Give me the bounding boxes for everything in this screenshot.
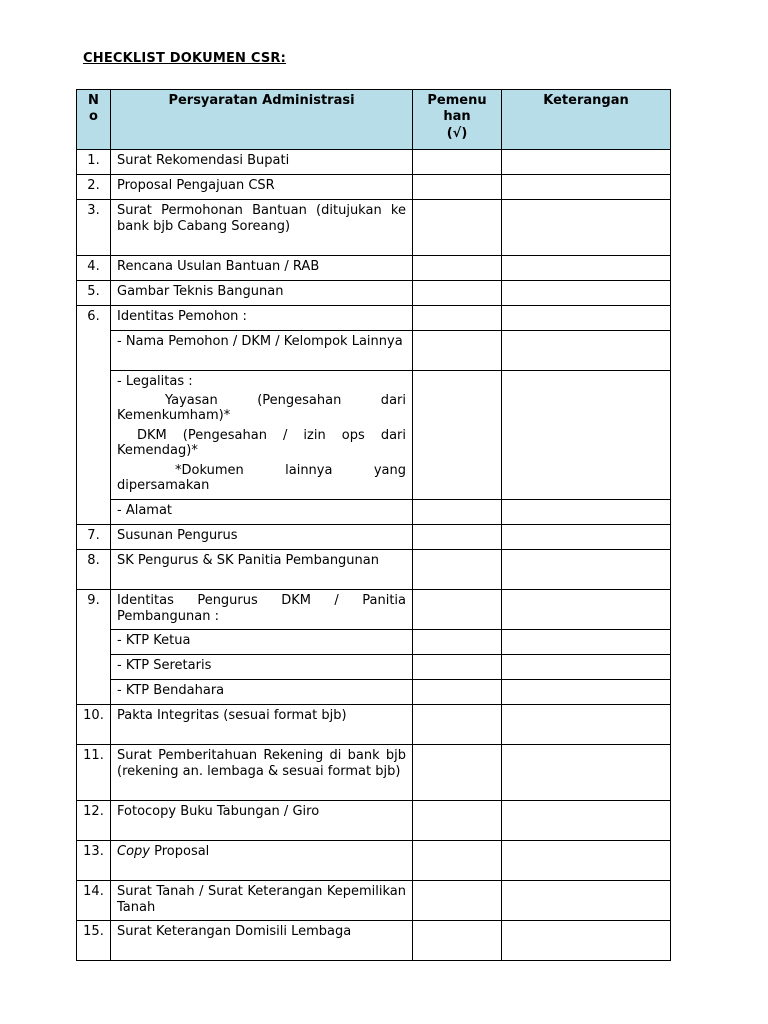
document-title: CHECKLIST DOKUMEN CSR: [83,51,287,66]
row-requirement: Gambar Teknis Bangunan [111,281,413,306]
row-requirement: - KTP Ketua [111,630,413,655]
legalitas-heading: - Legalitas : [117,374,193,389]
notes-cell[interactable] [502,590,671,630]
row-requirement: - Alamat [111,500,413,525]
row-number: 11. [77,745,111,801]
table-row [77,801,671,841]
row-requirement: Identitas Pemohon : [111,306,413,331]
row-requirement: Surat Tanah / Surat Keterangan Kepemilikan Tanah [111,881,413,921]
row-number: 12. [77,801,111,841]
fulfillment-cell[interactable] [413,306,502,331]
row-requirement: Proposal Pengajuan CSR [111,175,413,200]
row-number: 13. [77,841,111,881]
row-requirement: - KTP Seretaris [111,655,413,680]
row-requirement: Susunan Pengurus [111,525,413,550]
copy-italic-word: Copy [117,844,150,859]
header-fulfillment-line1: Pemenu [427,93,487,108]
table-row [77,200,671,256]
row-number: 9. [77,590,111,705]
header-no [77,90,111,150]
table-row [77,331,671,371]
fulfillment-cell[interactable] [413,655,502,680]
row-requirement-legalitas [111,371,413,500]
fulfillment-cell[interactable] [413,525,502,550]
fulfillment-cell[interactable] [413,841,502,881]
fulfillment-cell[interactable] [413,331,502,371]
header-notes: Keterangan [502,90,671,150]
fulfillment-cell[interactable] [413,680,502,705]
legalitas-item: DKM (Pengesahan / izin ops dari Kemendag)* [117,427,406,458]
table-row [77,680,671,705]
notes-cell[interactable] [502,281,671,306]
notes-cell[interactable] [502,801,671,841]
row-number: 1. [77,150,111,175]
row-requirement: - KTP Bendahara [111,680,413,705]
fulfillment-cell[interactable] [413,500,502,525]
table-row [77,150,671,175]
row-requirement: Fotocopy Buku Tabungan / Giro [111,801,413,841]
legalitas-item: Yayasan (Pengesahan dari Kemenkumham)* [117,392,406,423]
notes-cell[interactable] [502,150,671,175]
table-row [77,306,671,331]
notes-cell[interactable] [502,705,671,745]
fulfillment-cell[interactable] [413,705,502,745]
notes-cell[interactable] [502,745,671,801]
table-row [77,655,671,680]
fulfillment-cell[interactable] [413,371,502,500]
notes-cell[interactable] [502,331,671,371]
fulfillment-cell[interactable] [413,550,502,590]
row-requirement: SK Pengurus & SK Panitia Pembangunan [111,550,413,590]
notes-cell[interactable] [502,881,671,921]
header-fulfillment-mark: (√) [446,126,468,141]
notes-cell[interactable] [502,500,671,525]
row-number: 8. [77,550,111,590]
table-row [77,256,671,281]
table-row [77,500,671,525]
notes-cell[interactable] [502,256,671,281]
table-row [77,525,671,550]
table-row [77,371,671,500]
table-row [77,841,671,881]
fulfillment-cell[interactable] [413,590,502,630]
fulfillment-cell[interactable] [413,175,502,200]
fulfillment-cell[interactable] [413,921,502,961]
fulfillment-cell[interactable] [413,200,502,256]
fulfillment-cell[interactable] [413,801,502,841]
row-requirement: Surat Pemberitahuan Rekening di bank bjb (rekening an. lembaga & sesuai format bjb) [111,745,413,801]
row-requirement-text: Proposal [149,844,210,859]
table-row [77,630,671,655]
row-number: 14. [77,881,111,921]
header-requirement: Persyaratan Administrasi [111,90,413,150]
fulfillment-cell[interactable] [413,256,502,281]
row-number: 7. [77,525,111,550]
fulfillment-cell[interactable] [413,281,502,306]
row-number: 15. [77,921,111,961]
fulfillment-cell[interactable] [413,150,502,175]
notes-cell[interactable] [502,200,671,256]
notes-cell[interactable] [502,655,671,680]
header-no-label: No [88,93,99,124]
row-requirement: Surat Keterangan Domisili Lembaga [111,921,413,961]
row-requirement: Identitas Pengurus DKM / Panitia Pembangunan : [111,590,413,630]
notes-cell[interactable] [502,175,671,200]
row-requirement [111,841,413,881]
row-requirement: Surat Permohonan Bantuan (ditujukan ke bank bjb Cabang Soreang) [111,200,413,256]
fulfillment-cell[interactable] [413,630,502,655]
notes-cell[interactable] [502,550,671,590]
table-row [77,175,671,200]
fulfillment-cell[interactable] [413,881,502,921]
header-fulfillment-line2: han [443,108,471,124]
notes-cell[interactable] [502,921,671,961]
legalitas-item: *Dokumen lainnya yang dipersamakan [117,462,406,493]
notes-cell[interactable] [502,841,671,881]
row-requirement: Pakta Integritas (sesuai format bjb) [111,705,413,745]
fulfillment-cell[interactable] [413,745,502,801]
table-row [77,550,671,590]
header-fulfillment [413,90,502,150]
row-number: 10. [77,705,111,745]
row-requirement: - Nama Pemohon / DKM / Kelompok Lainnya [111,331,413,371]
row-requirement: Rencana Usulan Bantuan / RAB [111,256,413,281]
table-row [77,745,671,801]
notes-cell[interactable] [502,630,671,655]
row-number: 5. [77,281,111,306]
row-requirement: Surat Rekomendasi Bupati [111,150,413,175]
notes-cell[interactable] [502,306,671,331]
table-row [77,705,671,745]
notes-cell[interactable] [502,680,671,705]
table-row [77,281,671,306]
row-number: 6. [77,306,111,525]
checklist-table [76,89,671,961]
row-number: 2. [77,175,111,200]
notes-cell[interactable] [502,371,671,500]
table-row [77,921,671,961]
table-row [77,881,671,921]
row-number: 4. [77,256,111,281]
row-number: 3. [77,200,111,256]
header-row [77,90,671,150]
notes-cell[interactable] [502,525,671,550]
table-row [77,590,671,630]
